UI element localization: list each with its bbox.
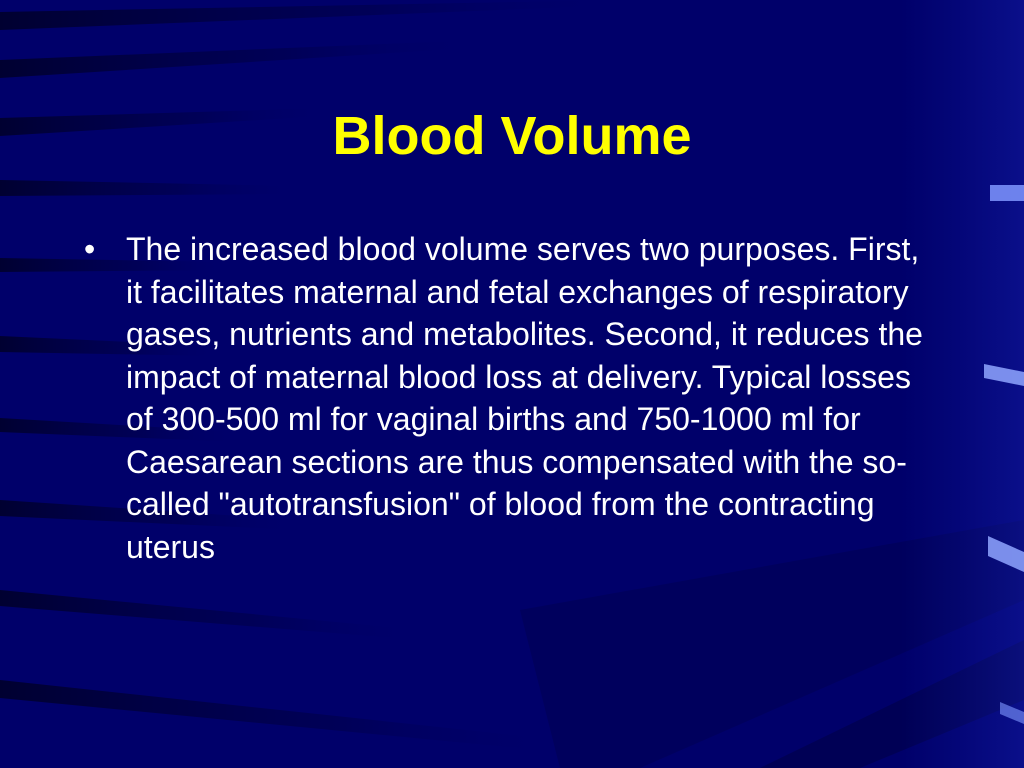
streak (0, 0, 620, 30)
streak (0, 180, 300, 196)
bullet-text: The increased blood volume serves two purposes. First, it facilitates maternal and fetal exchanges of respiratory gases, nutrients and metabolites. Second, it reduces the impact of maternal blood loss at delivery. Typical losses of 300-500 ml for vaginal births and 750-1000 ml for Caesarean sections are thus compensated with the so-called "autotransfusion" of blood from the contracting uterus (126, 231, 923, 565)
bullet-item (84, 228, 944, 568)
slide-title: Blood Volume (332, 106, 692, 166)
streak (0, 680, 560, 752)
bullet-symbol: • (84, 231, 96, 267)
accent-dash (990, 185, 1024, 201)
streak (0, 40, 480, 78)
streak (0, 590, 420, 640)
bullet-list (84, 228, 944, 568)
